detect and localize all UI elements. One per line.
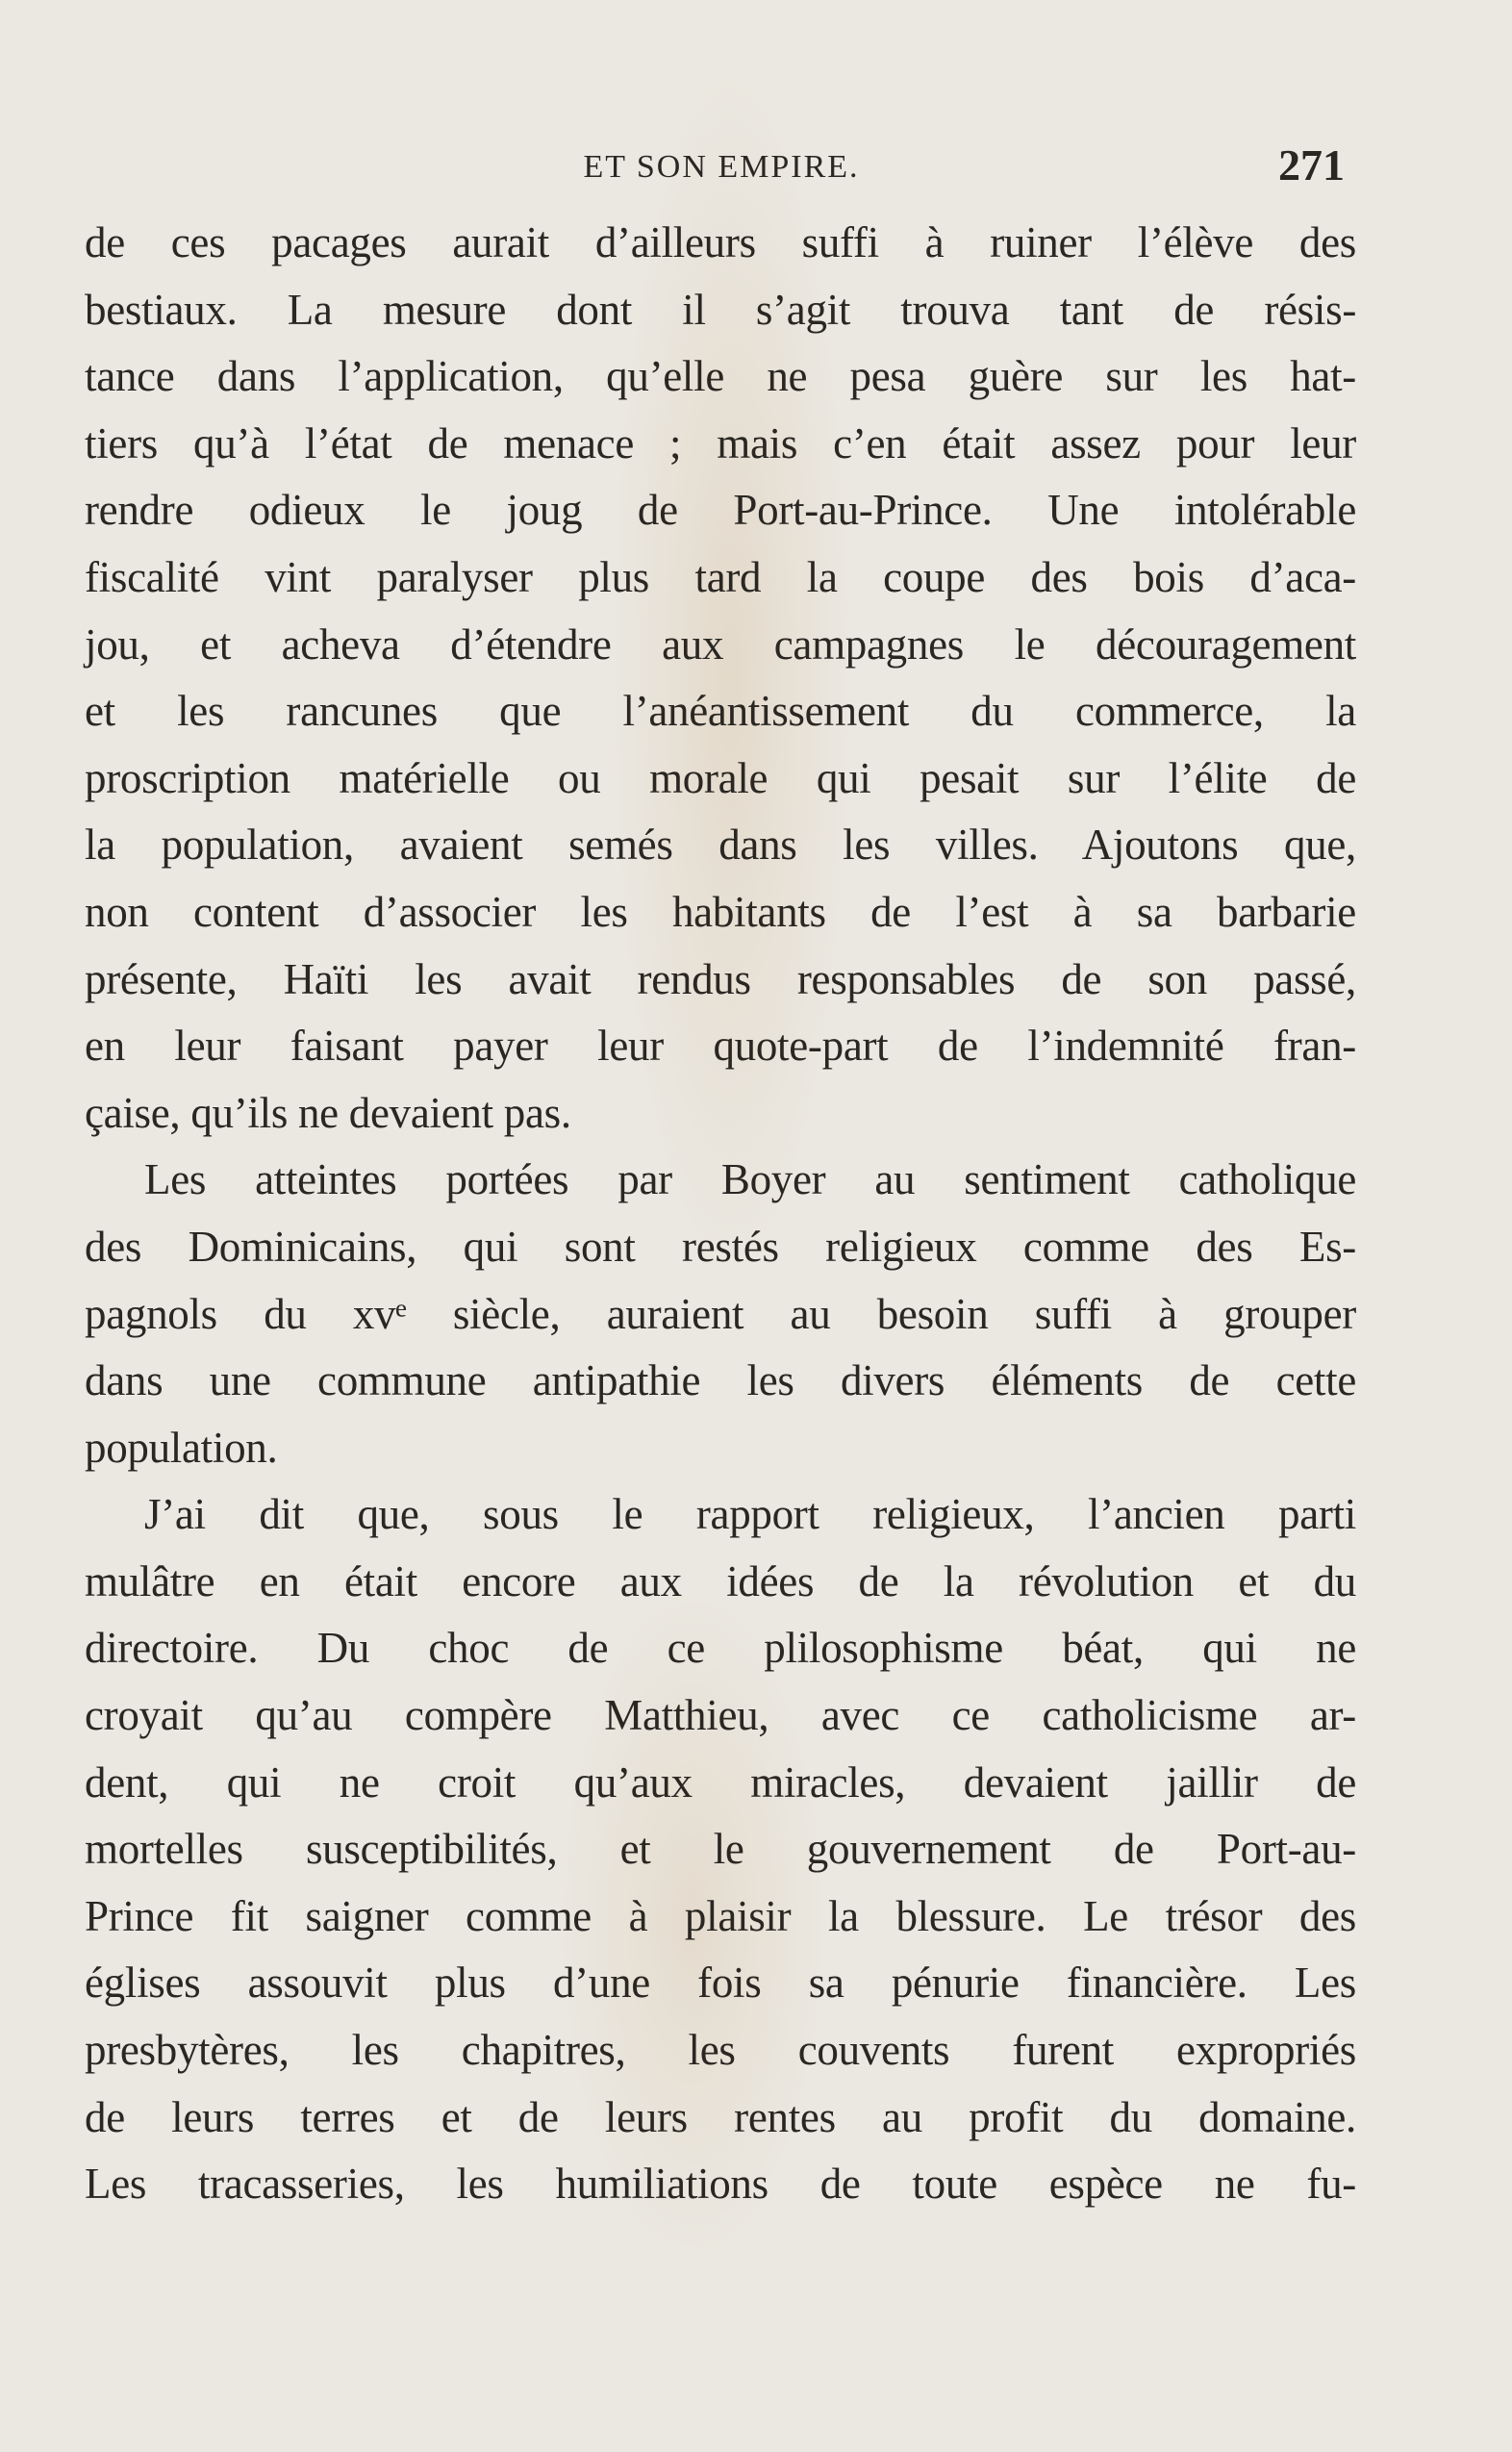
paragraph-start-line: J’ai dit que, sous le rapport religieux, l’ancien parti [144,1490,1356,1539]
text-line: tiers qu’à l’état de menace ; mais c’en était assez pour leur [85,418,1356,468]
text-line: tance dans l’application, qu’elle ne pesa guère sur les hat- [85,352,1356,401]
text-line: mortelles susceptibilités, et le gouvernement de Port-au- [85,1825,1356,1874]
text-line: proscription matérielle ou morale qui pesait sur l’élite de [85,753,1356,802]
text-line: de leurs terres et de leurs rentes au profit du domaine. [85,2092,1356,2141]
text-line: de ces pacages aurait d’ailleurs suffi à ruiner l’élève des [85,218,1356,266]
page-body [85,210,1356,2218]
text-line: presbytères, les chapitres, les couvents furent expropriés [85,2026,1356,2075]
text-line: églises assouvit plus d’une fois sa pénurie financière. Les [85,1959,1356,2008]
text-line: la population, avaient semés dans les villes. Ajoutons que, [85,821,1356,870]
text-line: bestiaux. La mesure dont il s’agit trouva tant de résis- [85,285,1356,334]
text-line: rendre odieux le joug de Port-au-Prince. Une intolérable [85,486,1356,535]
text-line: fiscalité vint paralyser plus tard la coupe des bois d’aca- [85,552,1356,601]
text-line: des Dominicains, qui sont restés religieux comme des Es- [85,1222,1356,1271]
text-line: dent, qui ne croit qu’aux miracles, devaient jaillir de [85,1757,1356,1807]
text-line: pagnols du xvᵉ siècle, auraient au besoin suffi à grouper [85,1289,1356,1338]
page-header [87,139,1356,197]
text-line: non content d’associer les habitants de l’est à sa barbarie [85,887,1356,936]
text-line: en leur faisant payer leur quote-part de l’indemnité fran- [85,1022,1356,1071]
text-line: Les tracasseries, les humiliations de toute espèce ne fu- [85,2160,1356,2209]
text-line: jou, et acheva d’étendre aux campagnes le découragement [85,619,1356,669]
text-line: population. [85,1423,278,1472]
text-line: mulâtre en était encore aux idées de la révolution et du [85,1556,1356,1605]
text-line: Prince fit saigner comme à plaisir la blessure. Le trésor des [85,1891,1356,1940]
text-line: dans une commune antipathie les divers éléments de cette [85,1356,1356,1405]
page-number: 271 [1278,140,1345,190]
text-line: croyait qu’au compère Matthieu, avec ce catholicisme ar- [85,1691,1356,1740]
running-title: ET SON EMPIRE. [583,149,860,185]
paragraph-start-line: Les atteintes portées par Boyer au sentiment catholique [144,1155,1356,1204]
text-line: çaise, qu’ils ne devaient pas. [85,1088,571,1137]
text-line: et les rancunes que l’anéantissement du commerce, la [85,687,1356,736]
text-line: directoire. Du choc de ce plilosophisme béat, qui ne [85,1624,1356,1673]
text-line: présente, Haïti les avait rendus responsables de son passé, [85,954,1356,1003]
